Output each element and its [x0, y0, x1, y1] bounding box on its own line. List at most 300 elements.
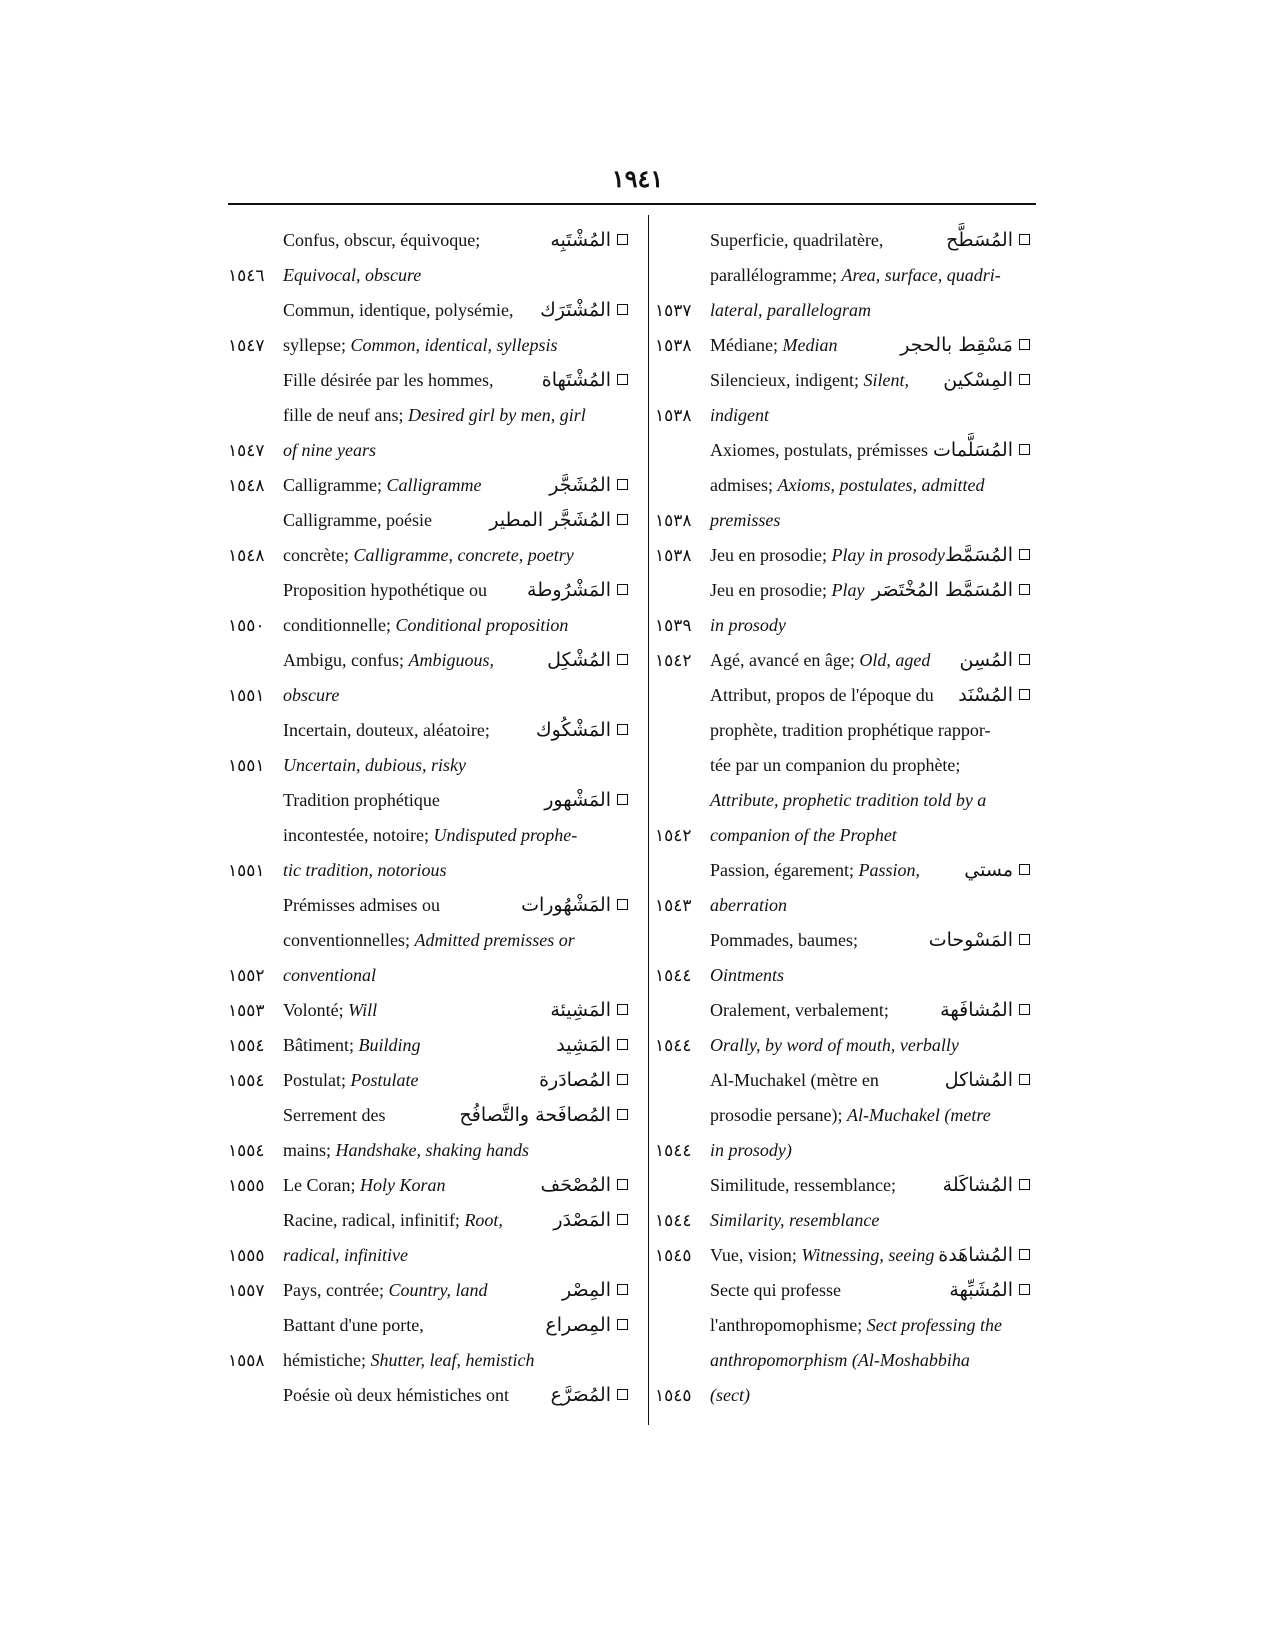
definition-text — [283, 1203, 503, 1238]
french-definition: Le Coran; — [283, 1175, 356, 1195]
french-definition: Agé, avancé en âge; — [710, 650, 855, 670]
arabic-headword — [460, 1098, 628, 1133]
dictionary-line — [228, 1378, 628, 1413]
entry-bullet-icon — [1019, 689, 1030, 700]
entry-bullet-icon — [617, 304, 628, 315]
definition-text — [710, 223, 883, 258]
definition-text — [710, 783, 986, 818]
definition-text — [283, 993, 377, 1028]
right-column — [655, 223, 1038, 1413]
arabic-headword — [536, 713, 628, 748]
header-rule — [228, 203, 1036, 205]
arabic-term: المِصْر — [561, 1279, 611, 1301]
arabic-headword — [556, 1028, 628, 1063]
definition-text — [283, 1028, 421, 1063]
french-definition: Ambigu, confus; — [283, 650, 404, 670]
dictionary-line — [228, 1308, 628, 1343]
dictionary-line — [655, 1133, 1038, 1168]
entry-bullet-icon — [617, 1389, 628, 1400]
english-definition: indigent — [710, 405, 769, 425]
arabic-headword — [562, 1273, 628, 1308]
english-definition: in prosody — [710, 615, 786, 635]
arabic-headword — [550, 223, 628, 258]
dictionary-line — [655, 713, 1038, 748]
english-definition: tic tradition, notorious — [283, 860, 447, 880]
english-definition: Attribute, prophetic tradition told by a — [710, 790, 987, 810]
definition-text — [283, 748, 466, 783]
dictionary-line — [655, 1308, 1038, 1343]
english-definition: Uncertain, dubious, risky — [283, 755, 466, 775]
entry-number: ١٥٣٨ — [655, 406, 692, 425]
entry-bullet-icon — [1019, 339, 1030, 350]
french-definition: Proposition hypothétique ou — [283, 580, 487, 600]
arabic-headword — [489, 503, 628, 538]
dictionary-line — [655, 433, 1038, 468]
definition-text — [283, 468, 482, 503]
dictionary-line — [228, 993, 628, 1028]
arabic-term: المَشِيد — [556, 1034, 611, 1056]
arabic-headword — [521, 888, 628, 923]
english-definition: Passion, — [858, 860, 920, 880]
dictionary-line — [228, 748, 628, 783]
dictionary-line — [655, 1063, 1038, 1098]
french-definition: syllepse; — [283, 335, 346, 355]
english-definition: Handshake, shaking hands — [335, 1140, 529, 1160]
french-definition: Silencieux, indigent; — [710, 370, 859, 390]
dictionary-line — [228, 1203, 628, 1238]
entry-number: ١٥٥١ — [228, 686, 265, 705]
entry-bullet-icon — [617, 514, 628, 525]
french-definition: Attribut, propos de l'époque du — [710, 685, 934, 705]
definition-text — [283, 1238, 408, 1273]
definition-text — [710, 923, 858, 958]
french-definition: l'anthropomophisme; — [710, 1315, 863, 1335]
english-definition: premisses — [710, 510, 781, 530]
entry-bullet-icon — [617, 724, 628, 735]
arabic-headword — [527, 573, 628, 608]
definition-text — [283, 1308, 424, 1343]
arabic-headword — [960, 643, 1030, 678]
entry-bullet-icon — [1019, 1179, 1030, 1190]
english-definition: Area, surface, quadri- — [841, 265, 1001, 285]
english-definition: in prosody) — [710, 1140, 792, 1160]
definition-text — [710, 993, 889, 1028]
french-definition: Incertain, douteux, aléatoire; — [283, 720, 490, 740]
entry-number: ١٥٤٢ — [655, 826, 692, 845]
definition-text — [710, 293, 871, 328]
dictionary-line — [655, 748, 1038, 783]
definition-text — [283, 1133, 529, 1168]
arabic-term: المُشْتَهاة — [541, 369, 611, 391]
definition-text — [283, 608, 568, 643]
english-definition: Desired girl by men, girl — [407, 405, 586, 425]
definition-text — [710, 328, 837, 363]
arabic-term: المُشْتَرَك — [540, 299, 611, 321]
english-definition: lateral, parallelogram — [710, 300, 871, 320]
arabic-headword — [540, 293, 628, 328]
dictionary-line — [228, 1098, 628, 1133]
french-definition: Confus, obscur, équivoque; — [283, 230, 481, 250]
french-definition: Superficie, quadrilatère, — [710, 230, 884, 250]
arabic-term: المِسْكين — [943, 369, 1013, 391]
definition-text — [710, 573, 864, 608]
english-definition: aberration — [710, 895, 788, 915]
arabic-headword — [958, 678, 1030, 713]
definition-text — [283, 853, 447, 888]
arabic-term: المُصافَحة والتَّصافُح — [459, 1104, 611, 1126]
dictionary-line — [655, 538, 1038, 573]
arabic-headword — [551, 1378, 628, 1413]
definition-text — [710, 1343, 970, 1378]
english-definition: Country, land — [388, 1280, 488, 1300]
dictionary-line — [655, 1203, 1038, 1238]
entry-number: ١٥٤٧ — [228, 336, 265, 355]
dictionary-line — [228, 678, 628, 713]
arabic-term: المَشْرُوطة — [527, 579, 611, 601]
dictionary-line — [655, 503, 1038, 538]
left-column — [228, 223, 628, 1413]
entry-bullet-icon — [617, 1214, 628, 1225]
arabic-term: المَشِيئة — [550, 999, 611, 1021]
dictionary-line — [228, 923, 628, 958]
arabic-term: المِصراع — [545, 1314, 611, 1336]
definition-text — [710, 713, 991, 748]
entry-bullet-icon — [617, 1109, 628, 1120]
definition-text — [283, 328, 557, 363]
dictionary-line — [655, 1238, 1038, 1273]
arabic-term: المُصادَرة — [539, 1069, 611, 1091]
dictionary-line — [228, 1343, 628, 1378]
french-definition: conditionnelle; — [283, 615, 391, 635]
entry-number: ١٥٣٨ — [655, 546, 692, 565]
definition-text — [710, 1028, 959, 1063]
dictionary-line — [228, 1133, 628, 1168]
dictionary-line — [655, 1098, 1038, 1133]
definition-text — [283, 1063, 419, 1098]
dictionary-line — [655, 363, 1038, 398]
arabic-headword — [542, 363, 628, 398]
definition-text — [710, 643, 930, 678]
entry-number: ١٥٤٧ — [228, 441, 265, 460]
definition-text — [710, 1168, 896, 1203]
english-definition: Ointments — [710, 965, 784, 985]
dictionary-line — [655, 1343, 1038, 1378]
dictionary-line — [228, 1273, 628, 1308]
definition-text — [710, 958, 784, 993]
definition-text — [710, 468, 984, 503]
dictionary-line — [228, 1168, 628, 1203]
dictionary-line — [228, 888, 628, 923]
definition-text — [283, 258, 421, 293]
english-definition: Play in prosody — [831, 545, 945, 565]
dictionary-line — [228, 818, 628, 853]
entry-number: ١٥٥٥ — [228, 1176, 265, 1195]
arabic-term: المُشْكِل — [547, 649, 611, 671]
french-definition: Axiomes, postulats, prémisses — [710, 440, 928, 460]
entry-number: ١٥٥١ — [228, 756, 265, 775]
definition-text — [283, 293, 513, 328]
french-definition: Poésie où deux hémistiches ont — [283, 1385, 509, 1405]
english-definition: Old, aged — [859, 650, 931, 670]
definition-text — [283, 363, 493, 398]
definition-text — [283, 643, 494, 678]
entry-number: ١٥٥٧ — [228, 1281, 265, 1300]
definition-text — [710, 433, 928, 468]
french-definition: Volonté; — [283, 1000, 344, 1020]
entry-bullet-icon — [617, 794, 628, 805]
column-divider — [648, 215, 649, 1425]
definition-text — [283, 713, 490, 748]
definition-text — [710, 818, 897, 853]
definition-text — [710, 1378, 750, 1413]
english-definition: Undisputed prophe- — [433, 825, 578, 845]
definition-text — [283, 503, 432, 538]
dictionary-line — [655, 818, 1038, 853]
french-definition: Bâtiment; — [283, 1035, 354, 1055]
dictionary-line — [655, 888, 1038, 923]
french-definition: Médiane; — [710, 335, 778, 355]
entry-number: ١٥٤٤ — [655, 1036, 692, 1055]
definition-text — [283, 888, 440, 923]
definition-text — [283, 398, 586, 433]
arabic-headword — [945, 538, 1030, 573]
definition-text — [283, 1098, 385, 1133]
english-definition: Calligramme — [386, 475, 482, 495]
dictionary-line — [655, 293, 1038, 328]
arabic-headword — [938, 1238, 1030, 1273]
arabic-headword — [946, 223, 1030, 258]
dictionary-line — [655, 398, 1038, 433]
english-definition: companion of the Prophet — [710, 825, 897, 845]
dictionary-line — [655, 573, 1038, 608]
english-definition: Building — [358, 1035, 421, 1055]
definition-text — [283, 1273, 487, 1308]
english-definition: (sect) — [710, 1385, 750, 1405]
entry-number: ١٥٥٣ — [228, 1001, 265, 1020]
english-definition: Shutter, leaf, hemistich — [370, 1350, 535, 1370]
arabic-term: المُسَلَّمات — [933, 439, 1013, 461]
definition-text — [710, 888, 787, 923]
entry-bullet-icon — [617, 479, 628, 490]
english-definition: Will — [348, 1000, 378, 1020]
arabic-term: المُشافَهة — [940, 999, 1013, 1021]
english-definition: obscure — [283, 685, 340, 705]
dictionary-line — [228, 713, 628, 748]
dictionary-line — [228, 1028, 628, 1063]
english-definition: Median — [782, 335, 838, 355]
definition-text — [283, 783, 440, 818]
dictionary-line — [228, 853, 628, 888]
arabic-term: المُسَمَّط — [944, 544, 1013, 566]
dictionary-line — [228, 958, 628, 993]
entry-bullet-icon — [617, 374, 628, 385]
english-definition: anthropomorphism (Al-Moshabbiha — [710, 1350, 970, 1370]
dictionary-line — [228, 573, 628, 608]
dictionary-line — [655, 608, 1038, 643]
arabic-headword — [545, 1308, 628, 1343]
definition-text — [283, 538, 574, 573]
entry-number: ١٥٤٥ — [655, 1246, 692, 1265]
dictionary-line — [228, 538, 628, 573]
entry-number: ١٥٥٠ — [228, 616, 265, 635]
english-definition: Equivocal, obscure — [283, 265, 422, 285]
entry-bullet-icon — [617, 1284, 628, 1295]
entry-number: ١٥٥٥ — [228, 1246, 265, 1265]
entry-bullet-icon — [617, 1004, 628, 1015]
arabic-term: مستي — [964, 859, 1013, 881]
arabic-headword — [872, 573, 1030, 608]
arabic-term: المُسَطَّح — [946, 229, 1013, 251]
definition-text — [710, 1098, 991, 1133]
arabic-term: المُصْحَف — [540, 1174, 611, 1196]
dictionary-line — [655, 223, 1038, 258]
french-definition: Serrement des — [283, 1105, 386, 1125]
entry-number: ١٥٥٤ — [228, 1071, 265, 1090]
arabic-term: المُشْتَبِه — [550, 229, 611, 251]
dictionary-line — [655, 468, 1038, 503]
arabic-headword — [550, 993, 628, 1028]
arabic-headword — [949, 1273, 1030, 1308]
entry-bullet-icon — [1019, 1284, 1030, 1295]
english-definition: of nine years — [283, 440, 376, 460]
definition-text — [283, 958, 376, 993]
french-definition: Secte qui professe — [710, 1280, 841, 1300]
entry-bullet-icon — [617, 1319, 628, 1330]
dictionary-line — [655, 923, 1038, 958]
definition-text — [710, 1238, 934, 1273]
french-definition: concrète; — [283, 545, 349, 565]
dictionary-line — [228, 1238, 628, 1273]
entry-bullet-icon — [1019, 1004, 1030, 1015]
definition-text — [710, 503, 780, 538]
french-definition: Fille désirée par les hommes, — [283, 370, 494, 390]
definition-text — [710, 398, 769, 433]
english-definition: Play — [831, 580, 865, 600]
french-definition: Tradition prophétique — [283, 790, 440, 810]
english-definition: Admitted premisses or — [414, 930, 575, 950]
dictionary-line — [228, 433, 628, 468]
definition-text — [283, 818, 577, 853]
entry-number: ١٥٤٨ — [228, 546, 265, 565]
arabic-term: المُصَرَّع — [550, 1384, 611, 1406]
french-definition: Jeu en prosodie; — [710, 580, 827, 600]
definition-text — [710, 363, 909, 398]
entry-number: ١٥٣٨ — [655, 336, 692, 355]
arabic-headword — [553, 1203, 628, 1238]
arabic-headword — [900, 328, 1030, 363]
entry-number: ١٥٤٤ — [655, 1141, 692, 1160]
french-definition: Prémisses admises ou — [283, 895, 440, 915]
dictionary-line — [655, 958, 1038, 993]
arabic-term: المَشْكُوك — [536, 719, 611, 741]
definition-text — [283, 223, 480, 258]
entry-number: ١٥٤٤ — [655, 1211, 692, 1230]
arabic-term: المَشْهور — [544, 789, 611, 811]
arabic-headword — [541, 1168, 628, 1203]
english-definition: Sect professing the — [866, 1315, 1003, 1335]
arabic-term: المُشاكَلة — [942, 1174, 1013, 1196]
arabic-headword — [940, 993, 1030, 1028]
definition-text — [710, 1273, 841, 1308]
definition-text — [283, 923, 575, 958]
french-definition: Passion, égarement; — [710, 860, 854, 880]
dictionary-line — [655, 1273, 1038, 1308]
english-definition: Holy Koran — [359, 1175, 446, 1195]
english-definition: Axioms, postulates, admitted — [777, 475, 985, 495]
definition-text — [710, 538, 945, 573]
french-definition: mains; — [283, 1140, 331, 1160]
dictionary-line — [655, 328, 1038, 363]
arabic-headword — [933, 433, 1030, 468]
arabic-headword — [943, 363, 1030, 398]
entry-bullet-icon — [1019, 654, 1030, 665]
definition-text — [710, 748, 960, 783]
definition-text — [710, 1308, 1002, 1343]
dictionary-line — [228, 398, 628, 433]
arabic-headword — [549, 468, 628, 503]
arabic-term: المُسْنَد — [958, 684, 1013, 706]
english-definition: Al-Muchakel (metre — [846, 1105, 991, 1125]
arabic-headword — [544, 783, 628, 818]
english-definition: Ambiguous, — [408, 650, 494, 670]
definition-text — [710, 853, 920, 888]
arabic-term: المُشَجَّر المطير — [489, 509, 611, 531]
french-definition: Calligramme, poésie — [283, 510, 432, 530]
entry-number: ١٥٤٤ — [655, 966, 692, 985]
english-definition: Orally, by word of mouth, verbally — [710, 1035, 959, 1055]
dictionary-line — [228, 363, 628, 398]
english-definition: Common, identical, syllepsis — [350, 335, 558, 355]
dictionary-line — [228, 258, 628, 293]
entry-number: ١٥٤٥ — [655, 1386, 692, 1405]
entry-number: ١٥٤٣ — [655, 896, 692, 915]
dictionary-line — [655, 643, 1038, 678]
entry-number: ١٥٥٤ — [228, 1036, 265, 1055]
french-definition: Calligramme; — [283, 475, 382, 495]
arabic-term: المَصْدَر — [553, 1209, 611, 1231]
french-definition: prosodie persane); — [710, 1105, 843, 1125]
entry-bullet-icon — [1019, 864, 1030, 875]
entry-bullet-icon — [1019, 1249, 1030, 1260]
french-definition: Racine, radical, infinitif; — [283, 1210, 460, 1230]
entry-bullet-icon — [617, 1039, 628, 1050]
dictionary-line — [655, 1168, 1038, 1203]
dictionary-line — [228, 1063, 628, 1098]
entry-bullet-icon — [617, 899, 628, 910]
entry-bullet-icon — [1019, 444, 1030, 455]
entry-bullet-icon — [617, 654, 628, 665]
dictionary-line — [228, 223, 628, 258]
english-definition: radical, infinitive — [283, 1245, 408, 1265]
dictionary-line — [655, 678, 1038, 713]
entry-number: ١٥٣٧ — [655, 301, 692, 320]
french-definition: Pommades, baumes; — [710, 930, 858, 950]
dictionary-line — [228, 783, 628, 818]
entry-number: ١٥٥٨ — [228, 1351, 265, 1370]
definition-text — [710, 678, 934, 713]
definition-text — [710, 1063, 879, 1098]
arabic-term: المُشَبِّهة — [949, 1279, 1013, 1301]
entry-number: ١٥٤٦ — [228, 266, 265, 285]
entry-number: ١٥٤٢ — [655, 651, 692, 670]
arabic-headword — [943, 1168, 1030, 1203]
english-definition: Similarity, resemblance — [710, 1210, 880, 1230]
arabic-headword — [929, 923, 1030, 958]
entry-bullet-icon — [1019, 234, 1030, 245]
dictionary-line — [228, 608, 628, 643]
arabic-term: المُسِن — [959, 649, 1013, 671]
entry-bullet-icon — [1019, 549, 1030, 560]
